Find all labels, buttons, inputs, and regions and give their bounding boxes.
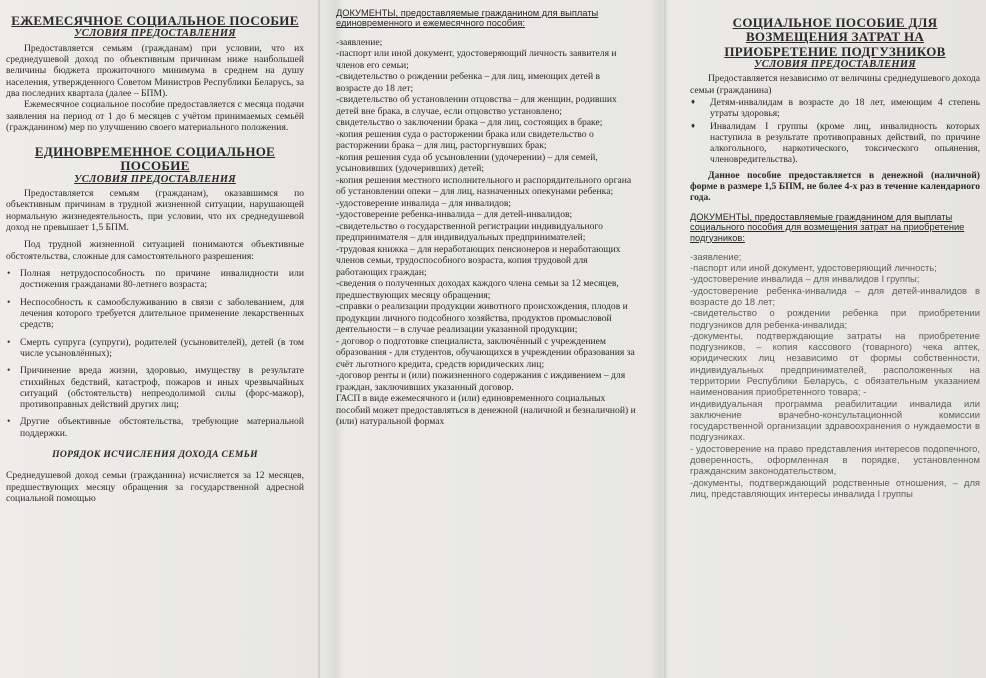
- left-panel: [6, 8, 304, 672]
- income-calculation-title: ПОРЯДОК ИСЧИСЛЕНИЯ ДОХОДА СЕМЬИ: [52, 449, 258, 461]
- difficult-situation-text: Под трудной жизненной ситуацией понимаются объективные обстоятельства, сложные для самостоятельного разрешения:: [6, 239, 304, 262]
- documents-list: [336, 37, 636, 428]
- document-item: -свидетельство о рождении ребенка при приобретении подгузников для ребенка-инвалида;: [690, 307, 980, 330]
- document-item: -копия решения суда об усыновлении (удочерении) – для семей, усыновивших (удочеривших) детей;: [336, 151, 598, 175]
- document-item: свидетельство о заключении брака – для лиц, состоящих в браке;: [336, 117, 603, 129]
- monthly-period-text: Ежемесячное социальное пособие предоставляется с месяца подачи заявления на период от 1 до 6 месяцев с учётом принимаемых семьёй (гражданином) мер по улучшению своего материального положения.: [6, 99, 304, 133]
- document-item: -свидетельство об установлении отцовства – для женщин, родивших детей вне брака, в случае, если отцовство установлено;: [336, 94, 617, 117]
- diaper-benefit-title: СОЦИАЛЬНОЕ ПОСОБИЕ ДЛЯ ВОЗМЕЩЕНИЯ ЗАТРАТ НА ПРИОБРЕТЕНИЕ ПОДГУЗНИКОВ: [724, 15, 946, 59]
- documents-header: ДОКУМЕНТЫ, предоставляемые гражданином для выплаты единовременного и ежемесячного пособия:: [336, 8, 599, 29]
- document-item: -свидетельство о государственной регистрации индивидуального предпринимателя – для индивидуальных предпринимателей;: [336, 220, 603, 244]
- monthly-benefit-title: ЕЖЕМЕСЯЧНОЕ СОЦИАЛЬНОЕ ПОСОБИЕ: [11, 13, 299, 28]
- document-item: -справки о реализации продукции животного происхождения, плодов и продукции личного подсобного хозяйства, продуктов промысловой деятельности – в случае реализации указанной продукции;: [336, 301, 628, 336]
- situation-list-item: • Неспособность к самообслуживанию в связи с заболеванием, для лечения которого требуется длительное применение лекарственных средств;: [6, 297, 304, 331]
- document-item: -удостоверение инвалида – для инвалидов;: [336, 197, 512, 209]
- document-item: - договор о подготовке специалиста, заключённый с учреждением образования - для студентов, обучающихся в учреждении образования за счёт льготного кредита, средств юридических лиц;: [336, 335, 635, 370]
- onetime-conditions-subtitle: УСЛОВИЯ ПРЕДОСТАВЛЕНИЯ: [74, 173, 236, 185]
- document-item: -сведения о полученных доходах каждого члена семьи за 12 месяцев, предшествующих месяцу обращения;: [336, 278, 619, 301]
- document-item: -удостоверение ребенка-инвалида – для детей-инвалидов в возрасте до 18 лет;: [690, 284, 980, 308]
- diaper-documents-list: [690, 251, 980, 499]
- document-item: -договор ренты и (или) пожизненного содержания с иждивением – для граждан, заключивших указанный договор.: [336, 370, 626, 393]
- situation-list-item: • Другие объективные обстоятельства, требующие материальной поддержки.: [6, 416, 304, 439]
- eligibility-list-item: ♦ Инвалидам I группы (кроме лиц, инвалидность которых наступила в результате противоправных действий, по причине алкогольного, наркотического, токсического опьянения, членовредительства).: [690, 121, 980, 166]
- document-item: -удостоверение инвалида – для инвалидов I группы;: [690, 273, 920, 285]
- document-item: -свидетельство о рождении ребенка – для лиц, имеющих детей в возрасте до 18 лет;: [336, 71, 601, 94]
- situation-list-item: • Смерть супруга (супруги), родителей (усыновителей), детей (в том числе усыновлённых);: [6, 337, 304, 360]
- fold-line: [664, 0, 666, 678]
- diaper-conditions-text: Предоставляется независимо от величины среднедушевого дохода семьи (гражданина): [690, 73, 980, 96]
- diaper-documents-header: ДОКУМЕНТЫ, предоставляемые гражданином для выплаты социального пособия для возмещения затрат на приобретение подгузников:: [690, 211, 965, 243]
- document-item: -заявление;: [336, 36, 383, 48]
- document-item: индивидуальная программа реабилитации инвалида или заключение врачебно-консультационной комиссии государственной организации здравоохранения о нуждаемости в подгузниках.: [690, 397, 980, 443]
- right-panel: [690, 8, 980, 672]
- monthly-conditions-text: Предоставляется семьям (гражданам) при условии, что их среднедушевой доход по объективным причинам ниже наибольшей величины бюджета прожиточного минимума в среднем на душу населения, утвержденного Советом Министров Республики Беларусь, за два последних квартала (далее – БПМ).: [6, 42, 304, 99]
- document-item: - удостоверение на право представления интересов подопечного, доверенность, оформленная в порядке, установленном гражданским законодательством,: [690, 442, 980, 477]
- diaper-amount-text: Данное пособие предоставляется в денежной (наличной) форме в размере 1,5 БПМ, не более 4-х раз в течение календарного года.: [690, 169, 980, 204]
- monthly-conditions-subtitle: УСЛОВИЯ ПРЕДОСТАВЛЕНИЯ: [74, 28, 236, 40]
- document-item: -документы, подтверждающий родственные отношения, – для лиц, представляющих интересы инвалида I группы: [690, 476, 980, 499]
- document-item: -удостоверение ребенка-инвалида – для детей-инвалидов;: [336, 209, 573, 221]
- middle-panel: [336, 8, 636, 672]
- eligibility-list-item: ♦ Детям-инвалидам в возрасте до 18 лет, имеющим 4 степень утраты здоровья;: [690, 97, 980, 120]
- onetime-conditions-text: Предоставляется семьям (гражданам), оказавшимся по объективным причинам в трудной жизненной ситуации, нарушающей нормальную жизнедеятельность, при условии, что их среднедушевой доход не превышает 1,5 БПМ.: [6, 188, 304, 234]
- income-calculation-text: Среднедушевой доход семьи (гражданина) исчисляется за 12 месяцев, предшествующих месяцу обращения за государственной адресной социальной помощью: [6, 470, 304, 505]
- diaper-conditions-subtitle: УСЛОВИЯ ПРЕДОСТАВЛЕНИЯ: [754, 58, 916, 70]
- situation-list-item: • Полная нетрудоспособность по причине инвалидности или достижения гражданами 80-летнего возраста;: [6, 268, 304, 291]
- situation-list-item: • Причинение вреда жизни, здоровью, имуществу в результате стихийных бедствий, катастроф, пожаров и иных чрезвычайных ситуаций (обстоятельств) непреодолимой силы (форс-мажор), противоправных действий других лиц;: [6, 365, 304, 410]
- document-item: -паспорт или иной документ, удостоверяющий личность;: [690, 262, 937, 274]
- document-item: -документы, подтверждающие затраты на приобретение подгузников, – копия кассового (товарного) чека аптек, юридических лиц независимо от формы собственности, индивидуальных предпринимателей, расположенных на территории Республики Беларусь, с обязательным указанием наименования приобретенного товара; -: [690, 329, 980, 398]
- document-item: -копия решения суда о расторжении брака или свидетельство о расторжении брака – для лиц, расторгнувших брак;: [336, 128, 594, 152]
- onetime-benefit-title: ЕДИНОВРЕМЕННОЕ СОЦИАЛЬНОЕ ПОСОБИЕ: [34, 144, 276, 174]
- fold-line: [318, 0, 320, 678]
- document-item: -трудовая книжка – для неработающих пенсионеров и неработающих членов семьи, трудоспособного возраста, копия трудовой для работающих граждан;: [336, 243, 621, 278]
- document-item: -паспорт или иной документ, удостоверяющий личность заявителя и членов его семьи;: [336, 48, 617, 71]
- document-item: -копия решения местного исполнительного и распорядительного органа об установлении опеки – для лиц, назначенных опекунами ребенка;: [336, 174, 632, 198]
- payment-form-note: ГАСП в виде ежемесячного и (или) единовременного социальных пособий может предоставляться в денежной (наличной и безналичной) и (или) натуральной формах: [336, 393, 636, 428]
- document-item: -заявление;: [690, 250, 742, 262]
